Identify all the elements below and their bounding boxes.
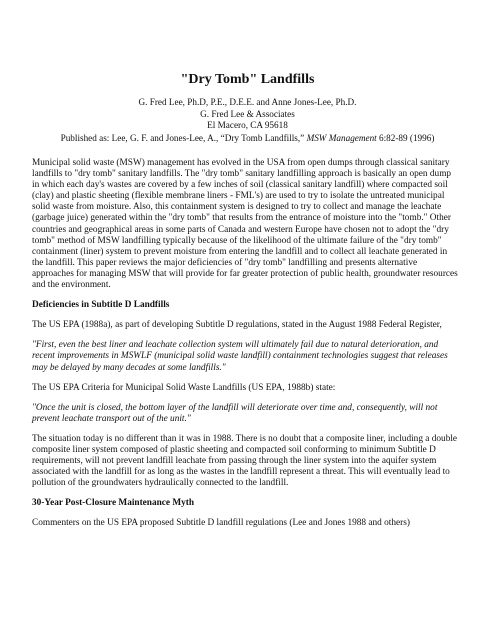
citation-prefix: Published as: Lee, G. F. and Jones-Lee, A., “Dry Tomb Landfills,” [60,133,307,143]
block-quote: "First, even the best liner and leachate collection system will ultimately fail due to natural deterioration, and recent improvements in MSWLF (municipal solid waste landfill) containment technologies suggest that releases may be delayed by many decades at some landfills." [32,340,448,373]
body-paragraph: The situation today is no different than it was in 1988. There is no doubt that a composite liner, including a double composite liner system composed of plastic sheeting and compacted soil conforming to minimum Subtitle D requirements, will not prevent landfill leachate from passing through the liner system into the aquifer system associated with the landfill for as long as the wastes in the landfill represent a threat. This will eventually lead to pollution of the groundwaters hydraulically connected to the landfill. [32,433,458,489]
location-line: El Macero, CA 95618 [207,120,288,130]
body-paragraph: Municipal solid waste (MSW) management has evolved in the USA from open dumps through classical sanitary landfills to "dry tomb" sanitary landfills. The "dry tomb" sanitary landfilling approach is basically an open dump in which each day's wastes are covered by a few inches of soil (classical sanitary landfill) where compacted soil (clay) and plastic sheeting (flexible membrane liners - FML's) are used to try to isolate the untreated municipal solid waste from moisture. Also, this containment system is designed to try to collect and manage the leachate (garbage juice) generated within the "dry tomb" that results from the entrance of moisture into the "tomb." Other countries and geographical areas in some parts of Canada and western Europe have chosen not to adopt the "dry tomb" method of MSW landfilling typically because of the likelihood of the ultimate failure of the "dry tomb" containment (liner) system to prevent moisture from entering the landfill and to collect all leachate generated in the landfill. This paper reviews the major deficiencies of "dry tomb" landfilling and presents alternative approaches for managing MSW that will provide for far greater protection of public health, groundwater resources and the environment. [32,158,458,291]
body-paragraph: The US EPA Criteria for Municipal Solid Waste Landfills (US EPA, 1988b) state: [32,382,336,393]
citation-journal: MSW Management [306,133,377,143]
citation-suffix: 6:82-89 (1996) [376,133,435,143]
document-body [32,158,460,539]
section-heading: Deficiencies in Subtitle D Landfills [32,300,170,311]
section-heading: 30-Year Post-Closure Maintenance Myth [32,498,195,509]
authors-line: G. Fred Lee, Ph.D, P.E., D.E.E. and Anne Jones-Lee, Ph.D. [138,97,357,107]
publication-citation [0,133,495,144]
author-block [0,97,495,132]
document-title: "Dry Tomb" Landfills [180,72,315,87]
body-paragraph: Commenters on the US EPA proposed Subtitle D landfill regulations (Lee and Jones 1988 and others) [32,518,410,529]
block-quote: "Once the unit is closed, the bottom layer of the landfill will deteriorate over time and, consequently, will not prevent leachate transport out of the unit." [32,402,438,424]
body-paragraph: The US EPA (1988a), as part of developing Subtitle D regulations, stated in the August 1988 Federal Register, [32,320,442,331]
affiliation-line: G. Fred Lee & Associates [200,108,295,119]
